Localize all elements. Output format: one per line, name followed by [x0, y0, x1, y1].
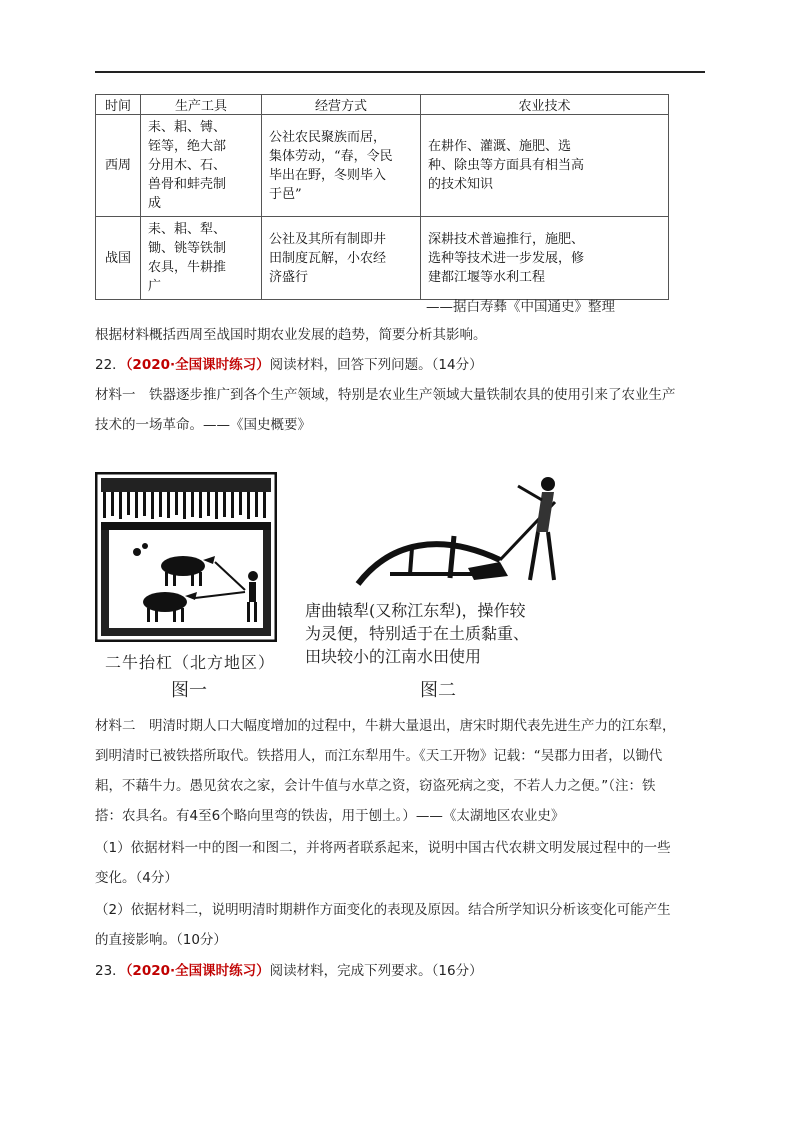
sub-question-1: 变化。（4分） — [95, 870, 178, 886]
question-instruction: 阅读材料，完成下列要求。（16分） — [269, 963, 483, 979]
figure1-label: 图一 — [171, 680, 207, 701]
cell-line: 毕出在野，冬则毕入 — [269, 167, 387, 183]
cell-line: 兽骨和蚌壳制 — [148, 177, 227, 192]
cell-line: 耒、耜、镈、 — [148, 120, 227, 135]
cell-line: 田制度瓦解，小农经 — [269, 250, 387, 266]
cell-management — [262, 115, 421, 217]
caption-line: 唐曲辕犁(又称江东犁)，操作较 — [305, 601, 526, 620]
material2-line: 耜，不藉牛力。愚见贫农之家，会计牛值与水草之资，窃盗死病之变，不若人力之便。”（注：铁 — [95, 778, 656, 794]
material2-line: 材料二 明清时期人口大幅度增加的过程中，牛耕大量退出，唐宋时期代表先进生产力的江东犁， — [95, 718, 676, 734]
header-management: 经营方式 — [262, 95, 421, 115]
cell-technique — [421, 217, 669, 300]
cell-tools — [141, 115, 262, 217]
cell-line: 广 — [148, 279, 162, 294]
table-source: ——据白寿彝《中国通史》整理 — [426, 299, 615, 315]
header-rule — [95, 71, 705, 73]
two-oxen-plowing-woodcut — [95, 472, 277, 642]
table-row-western-zhou — [96, 115, 669, 217]
figure2-label: 图二 — [420, 680, 456, 701]
question-source-tag: （2020·全国课时练习） — [125, 963, 270, 979]
q22-heading — [95, 353, 483, 373]
cell-line: 建都江堰等水利工程 — [428, 269, 546, 285]
cell-line: 在耕作、灌溉、施肥、选 — [428, 139, 572, 154]
cell-line: 的技术知识 — [428, 177, 494, 192]
sub-question-1: （1）依据材料一中的图一和图二，并将两者联系起来，说明中国古代农耕文明发展过程中的一些 — [95, 840, 671, 856]
cell-line: 耒、耜、犁、 — [148, 222, 227, 237]
curved-shaft-plow-illustration — [350, 472, 565, 602]
cell-time: 战国 — [96, 217, 141, 300]
material2-line: 到明清时已被铁搭所取代。铁搭用人，而江东犁用牛。《天工开物》记载：“吴郡力田者，以锄代 — [95, 748, 663, 764]
question-number: 22． — [95, 357, 126, 373]
cell-line: 济盛行 — [269, 269, 309, 285]
cell-line: 成 — [148, 196, 162, 211]
cell-line: 农具，牛耕推 — [148, 260, 227, 275]
table-row-warring-states — [96, 217, 669, 300]
material1-line: 材料一 铁器逐步推广到各个生产领域，特别是农业生产领域大量铁制农具的使用引来了农业生产 — [95, 387, 676, 403]
question-instruction: 阅读材料，回答下列问题。（14分） — [269, 357, 483, 373]
cell-line: 铚等，绝大部 — [148, 139, 227, 154]
header-tools: 生产工具 — [141, 95, 262, 115]
question-number: 23． — [95, 963, 126, 979]
cell-line: 选种等技术进一步发展，修 — [428, 250, 585, 266]
cell-line: 公社及其所有制即井 — [269, 231, 387, 247]
cell-line: 集体劳动，“春，令民 — [269, 148, 393, 164]
caption-line: 田块较小的江南水田使用 — [305, 647, 482, 666]
header-time: 时间 — [96, 95, 141, 115]
cell-time: 西周 — [96, 115, 141, 217]
caption-line: 为灵便，特别适于在土质黏重、 — [305, 624, 530, 643]
sub-question-2: 的直接影响。（10分） — [95, 932, 227, 948]
figure1-caption: 二牛抬杠（北方地区） — [105, 653, 276, 672]
cell-technique — [421, 115, 669, 217]
cell-line: 于邑” — [269, 186, 302, 202]
cell-line: 公社农民聚族而居， — [269, 129, 387, 145]
cell-tools — [141, 217, 262, 300]
material2-line: 搭：农具名。有4至6个略向里弯的铁齿，用于刨土。）——《太湖地区农业史》 — [95, 808, 565, 824]
cell-line: 种、除虫等方面具有相当高 — [428, 158, 585, 173]
q21-prompt: 根据材料概括西周至战国时期农业发展的趋势，简要分析其影响。 — [95, 327, 487, 343]
q23-heading — [95, 959, 483, 979]
agriculture-comparison-table — [95, 94, 669, 300]
figures-block — [95, 472, 565, 700]
sub-question-2: （2）依据材料二，说明明清时期耕作方面变化的表现及原因。结合所学知识分析该变化可能产生 — [95, 902, 671, 918]
cell-management — [262, 217, 421, 300]
question-source-tag: （2020·全国课时练习） — [125, 357, 270, 373]
header-technique: 农业技术 — [421, 95, 669, 115]
figure2-caption — [305, 599, 565, 668]
cell-line: 锄、铫等铁制 — [148, 241, 227, 256]
cell-line: 深耕技术普遍推行，施肥、 — [428, 231, 585, 247]
table-header-row — [96, 95, 669, 115]
material1-line: 技术的一场革命。——《国史概要》 — [95, 417, 311, 433]
cell-line: 分用木、石、 — [148, 158, 227, 173]
